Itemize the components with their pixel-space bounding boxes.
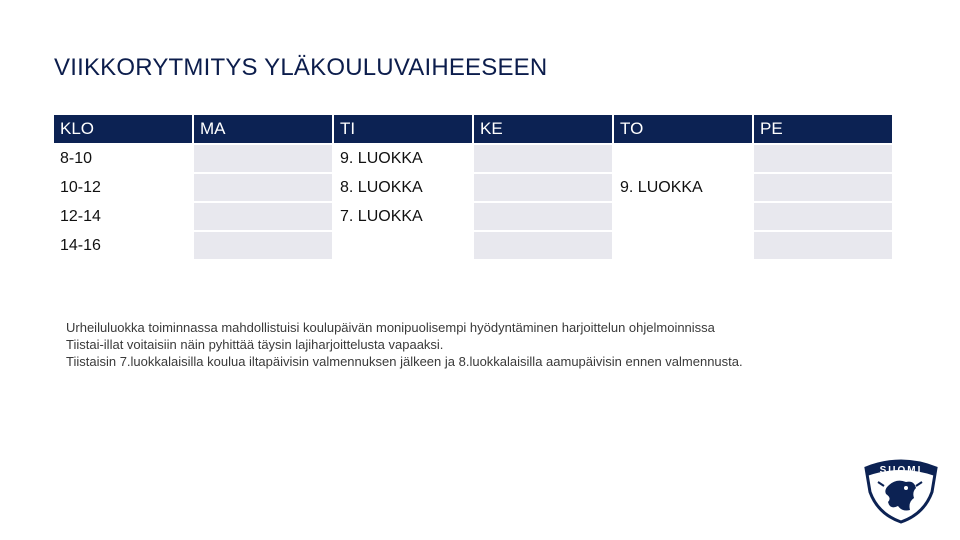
table-cell: [334, 232, 472, 261]
table-cell: 8-10: [54, 145, 192, 174]
table-cell: [614, 203, 752, 232]
note-line: Tiistaisin 7.luokkalaisilla koulua iltapäivisin valmennuksen jälkeen ja 8.luokkalaisilla aamupäivisin ennen valmennusta.: [66, 354, 743, 369]
table-cell: 9. LUOKKA: [334, 145, 472, 174]
note-line: Tiistai-illat voitaisiin näin pyhittää täysin lajiharjoittelusta vapaaksi.: [66, 337, 444, 352]
table-cell: [614, 232, 752, 261]
table-cell: [754, 203, 892, 232]
table-row: [54, 145, 892, 174]
table-cell: [474, 232, 612, 261]
table-cell: 7. LUOKKA: [334, 203, 472, 232]
header-klo: KLO: [54, 115, 192, 145]
table-cell: [194, 232, 332, 261]
note-line: Urheiluluokka toiminnassa mahdollistuisi koulupäivän monipuolisempi hyödyntäminen harjoittelun ohjelmoinnissa: [66, 320, 715, 335]
table-cell: 8. LUOKKA: [334, 174, 472, 203]
schedule-table: [52, 115, 894, 261]
table-cell: 10-12: [54, 174, 192, 203]
table-cell: [474, 174, 612, 203]
suomi-lion-emblem-icon: [858, 452, 944, 524]
table-cell: 9. LUOKKA: [614, 174, 752, 203]
table-cell: 14-16: [54, 232, 192, 261]
table-cell: [474, 203, 612, 232]
header-ma: MA: [194, 115, 332, 145]
svg-text:SUOMI: SUOMI: [879, 465, 923, 476]
header-pe: PE: [754, 115, 892, 145]
table-cell: [754, 174, 892, 203]
table-cell: [194, 145, 332, 174]
table-cell: [194, 203, 332, 232]
header-ti: TI: [334, 115, 472, 145]
header-ke: KE: [474, 115, 612, 145]
table-cell: [754, 145, 892, 174]
table-cell: [754, 232, 892, 261]
table-row: [54, 232, 892, 261]
table-cell: [474, 145, 612, 174]
table-cell: 12-14: [54, 203, 192, 232]
table-row: [54, 203, 892, 232]
table-row: [54, 174, 892, 203]
header-to: TO: [614, 115, 752, 145]
table-cell: [614, 145, 752, 174]
notes-text-block: [66, 319, 886, 370]
table-header-row: [54, 115, 892, 145]
page-title: VIIKKORYTMITYS YLÄKOULUVAIHEESEEN: [54, 54, 548, 81]
table-cell: [194, 174, 332, 203]
